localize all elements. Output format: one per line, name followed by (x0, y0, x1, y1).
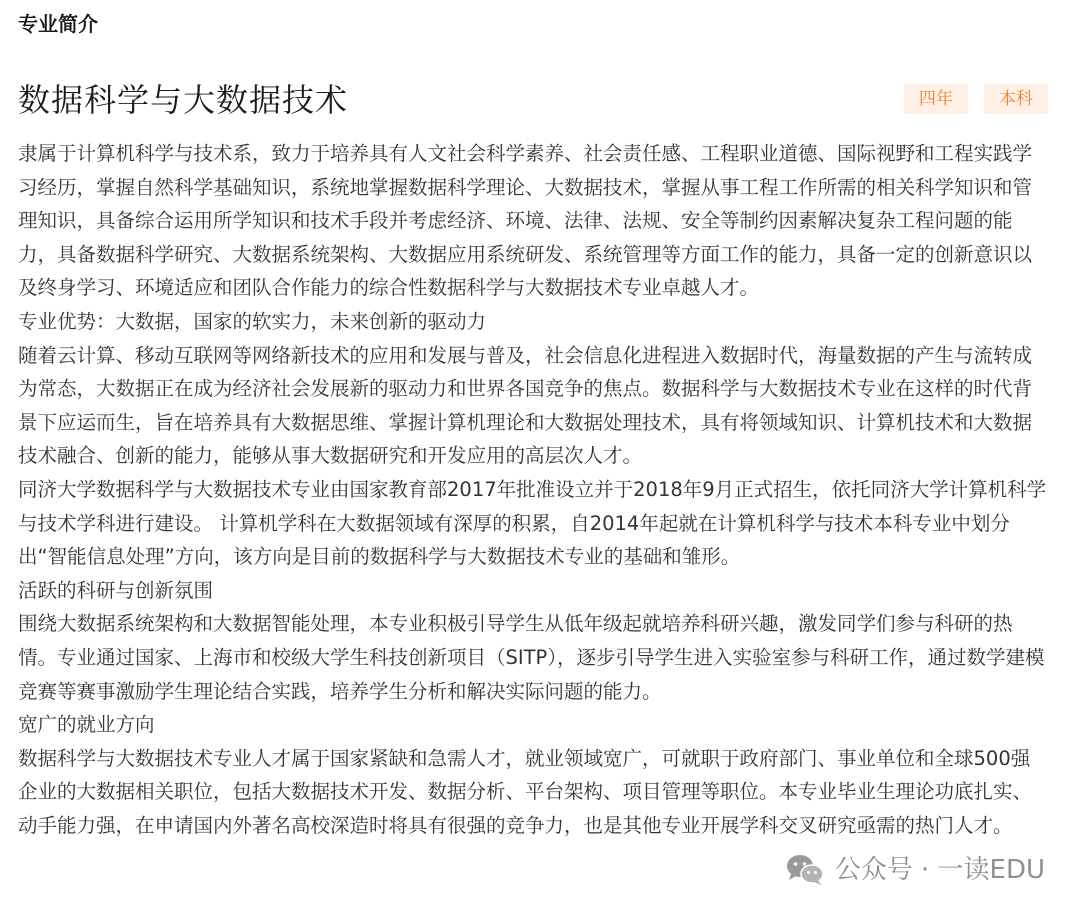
watermark-text: 公众号 · 一读EDU (834, 855, 1045, 885)
major-description (18, 137, 1048, 842)
research-paragraph: 围绕大数据系统架构和大数据智能处理，本专业积极引导学生从低年级起就培养科研兴趣，激发同学们参与科研的热情。专业通过国家、上海市和校级大学生科技创新项目（SITP），逐步引导学生进入实验室参与科研工作，通过数学建模竞赛等赛事激励学生理论结合实践，培养学生分析和解决实际问题的能力。 (18, 612, 1045, 703)
intro-paragraph: 隶属于计算机科学与技术系，致力于培养具有人文社会科学素养、社会责任感、工程职业道德、国际视野和工程实践学习经历，掌握自然科学基础知识，系统地掌握数据科学理论、大数据技术，掌握从事工程工作所需的相关科学知识和管理知识，具备综合运用所学知识和技术手段并考虑经济、环境、法律、法规、安全等制约因素解决复杂工程问题的能力，具备数据科学研究、大数据系统架构、大数据应用系统研发、系统管理等方面工作的能力，具备一定的创新意识以及终身学习、环境适应和团队合作能力的综合性数据科学与大数据技术专业卓越人才。 (18, 142, 1033, 300)
career-heading: 宽广的就业方向 (18, 713, 155, 737)
major-header (18, 78, 1048, 122)
section-heading: 专业简介 (18, 12, 98, 36)
major-tags (904, 84, 1048, 114)
wechat-icon (785, 853, 825, 887)
background-paragraph: 随着云计算、移动互联网等网络新技术的应用和发展与普及，社会信息化进程进入数据时代，海量数据的产生与流转成为常态，大数据正在成为经济社会发展新的驱动力和世界各国竞争的焦点。数据科学与大数据技术专业在这样的时代背景下应运而生，旨在培养具有大数据思维、掌握计算机理论和大数据处理技术，具有将领域知识、计算机技术和大数据技术融合、创新的能力，能够从事大数据研究和开发应用的高层次人才。 (18, 343, 1033, 468)
career-paragraph: 数据科学与大数据技术专业人才属于国家紧缺和急需人才，就业领域宽广，可就职于政府部门、事业单位和全球500强企业的大数据相关职位，包括大数据技术开发、数据分析、平台架构、项目管理等职位。本专业毕业生理论功底扎实、动手能力强，在申请国内外著名高校深造时将具有很强的竞争力，也是其他专业开展学科交叉研究亟需的热门人才。 (18, 746, 1033, 837)
watermark (785, 852, 1045, 888)
history-paragraph: 同济大学数据科学与大数据技术专业由国家教育部2017年批准设立并于2018年9月正式招生，依托同济大学计算机科学与技术学科进行建设。 计算机学科在大数据领域有深厚的积累，自2014年起就在计算机科学与技术本科专业中划分出“智能信息处理”方向，该方向是目前的数据科学与大数据技术专业的基础和雏形。 (18, 477, 1047, 569)
advantage-heading: 专业优势：大数据，国家的软实力，未来创新的驱动力 (18, 309, 487, 333)
research-heading: 活跃的科研与创新氛围 (18, 578, 214, 602)
major-title: 数据科学与大数据技术 (18, 81, 349, 119)
duration-tag: 四年 (904, 84, 968, 114)
degree-level-tag: 本科 (984, 84, 1048, 114)
